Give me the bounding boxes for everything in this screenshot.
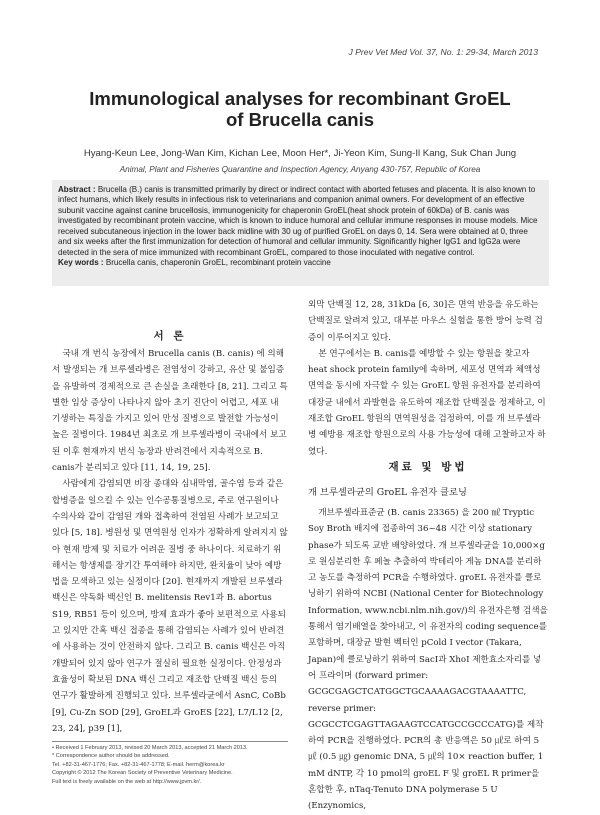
- footnote-fulltext: Full text is freely available on the web at http://www.jpvm.kr/.: [52, 778, 202, 785]
- keywords-line: [58, 258, 543, 268]
- keywords-text: Brucella canis, chaperonin GroEL, recombinant protein vaccine: [105, 258, 331, 268]
- affiliation: Animal, Plant and Fisheries Quarantine and Inspection Agency, Anyang 430-757, Republic of Korea: [119, 165, 481, 174]
- intro-heading: 서 론: [153, 330, 187, 342]
- intro-paragraph-3: 외막 단백질 12, 28, 31kDa [6, 30]은 면역 반응을 유도하는 단백질로 알려져 있고, 대부분 마우스 실험을 통한 방어 능력 검증이 이루어지고 있다.: [308, 300, 543, 343]
- left-column: [52, 346, 288, 737]
- right-column-top: [308, 297, 548, 460]
- methods-heading: 재료 및 방법: [388, 461, 468, 473]
- abstract-box: [52, 180, 549, 286]
- right-column-methods: [308, 505, 548, 815]
- journal-reference: J Prev Vet Med Vol. 37, No. 1: 29-34, March 2013: [348, 47, 538, 57]
- intro-paragraph-4: 본 연구에서는 B. canis를 예방할 수 있는 항원을 찾고자 heat shock protein family에 속하며, 세포성 면역과 체액성 면역을 동시에 자극할 수 있는 GroEL 항원 유전자를 분리하여 대장균 내에서 과발현을 유도하여 재조합 단백질을 정제하고, 이 재조합 GroEL 항원의 면역원성을 검정하여, 이를 개 브루셀라병 예방용 재조합 항원으로의 사용 가능성에 대해 고찰하고자 하였다.: [308, 348, 546, 457]
- footnotes: [52, 744, 288, 786]
- abstract-label: Abstract :: [58, 185, 96, 194]
- title-line-1: Immunological analyses for recombinant GroEL: [89, 88, 511, 109]
- footnote-contact: Tel. +82-31-467-1776; Fax. +82-31-467-1778; E-mail. herm@korea.kr: [52, 761, 225, 768]
- keywords-label: Key words :: [58, 258, 104, 268]
- footnote-correspondence: * Correspondence author should be addressed.: [52, 753, 170, 760]
- intro-paragraph-2: 사람에게 감염되면 비장 종대와 심내막염, 골수염 등과 같은 합병증을 일으킬 수 있는 인수공통질병으로, 주로 연구원이나 수의사와 같이 감염된 개와 접촉하여 전염된 사례가 보고되고 있다 [5, 18]. 병원성 및 면역원성 인자가 정확하게 알려지지 않아 현재 방제 및 치료가 어려운 질병 중 하나이다. 치료하기 위해서는 항생제를 장기간 투여해야 하지만, 완치율이 낮아 예방법을 모색하고 있는 실정이다 [20]. 현재까지 개발된 브루셀라 백신은 약독화 백신인 B. melitensis Rev1과 B. abortus S19, RB51 등이 있으며, 방제 효과가 좋아 보편적으로 사용되고 있지만 간혹 백신 접종을 통해 감염되는 사례가 있어 반려견에 사용하는 것이 안전하지 않다. 그리고 B. canis 백신은 아직 개발되어 있지 않아 연구가 절실히 필요한 실정이다. 안정성과 효율성이 확보된 DNA 백신 그리고 재조합 단백질 백신 등의 연구가 활발하게 진행되고 있다. 브루셀라균에서 AsnC, CoBb [9], Cu-Zn SOD [29], GroEL과 GroES [22], L7/L12 [2, 23, 24], p39 [1],: [52, 479, 288, 734]
- methods-subheading: 개 브루셀라균의 GroEL 유전자 클로닝: [308, 487, 467, 498]
- footnote-divider: [52, 741, 288, 742]
- title-line-2: of Brucella canis: [225, 109, 375, 130]
- intro-paragraph-1: 국내 개 번식 농장에서 Brucella canis (B. canis) 에 의해서 발생되는 개 브루셀라병은 전염성이 강하고, 유산 및 불임증을 유발하여 경제적으로 큰 손실을 초래한다 [8, 21]. 그리고 특별한 임상 증상이 나타나지 않아 초기 진단이 어렵고, 세포 내 기생하는 특징을 가지고 있어 만성 질병으로 발전할 가능성이 높은 질병이다. 1984년 최초로 개 브루셀라병이 국내에서 보고된 이후 현재까지 번식 농장과 반려견에서 지속적으로 B. canis가 분리되고 있다 [11, 14, 19, 25].: [52, 349, 288, 474]
- footnote-received: • Received 1 February 2013, revised 20 March 2013, accepted 21 March 2013.: [52, 745, 248, 751]
- footnote-copyright: Copyright © 2012 The Korean Society of Preventive Veterinary Medicine.: [52, 770, 233, 777]
- abstract-text: Brucella (B.) canis is transmitted primarily by direct or indirect contact with aborted fetuses and placenta. It is also known to infect humans, which likely results in infectious risk to veterinarians and companion animal owners. For development of an effective subunit vaccine against canine brucellosis, immunogenicity for chaperonin GroEL(heat shock protein of 60kDa) of B. canis was investigated by recombinant protein vaccine, which is known to induce humoral and cellular immune responses in mouse models. Mice received subcutaneous injection in the lower back midline with 30 ug of purified GroEL on days 0, 14. Sera were obtained at 0, three and six weeks after the first immunization for detection of humoral and cellular immunity. Significantly higher IgG1 and IgG2a were detected in the sera of mice immunized with recombinant GroEL, compared to those inoculated with negative control.: [58, 185, 538, 257]
- methods-paragraph-1: 개브루셀라표준균 (B. canis 23365) 을 200 ㎖ Tryptic Soy Broth 배지에 접종하여 36~48 시간 이상 stationary phase가 되도록 교반 배양하였다. 개 브루셀라균을 10,000×g로 원심분리한 후 페놀 추출하여 박테리아 게놈 DNA를 분리하고 농도를 측정하여 PCR을 수행하였다. groEL 유전자를 클로닝하기 위하여 NCBI (National Center for Biotechnology Information, www.ncbi.nlm.nih.gov/)의 유전자은행 검색을 통해서 염기배열을 찾아내고, 이 유전자의 coding sequence를 포함하며, 대장균 발현 벡터인 pCold I vector (Takara, Japan)에 클로닝하기 위하여 SacI과 XhoI 제한효소자리를 넣어 프라이머 (forward primer: GCGCGAGCTCATGGCTGCAAAAGACGTAAAATTC, reverse primer: GCGCCTCGAGTTAGAAGTCCATGCCGCCCATG)를 제작하여 PCR을 진행하였다. PCR의 총 반응액은 50 ㎕로 하여 5 ㎕ (0.5 ㎍) genomic DNA, 5 ㎕의 10× reaction buffer, 1 mM dNTP, 각 10 pmol의 groEL F 및 groEL R primer을 혼합한 후, nTaq-Tenuto DNA polymerase 5 U (Enzynomics,: [308, 508, 548, 812]
- author-list: Hyang-Keun Lee, Jong-Wan Kim, Kichan Lee, Moon Her*, Ji-Yeon Kim, Sung-Il Kang, Suk Chan Jung: [83, 148, 517, 159]
- paper-title: [0, 88, 600, 130]
